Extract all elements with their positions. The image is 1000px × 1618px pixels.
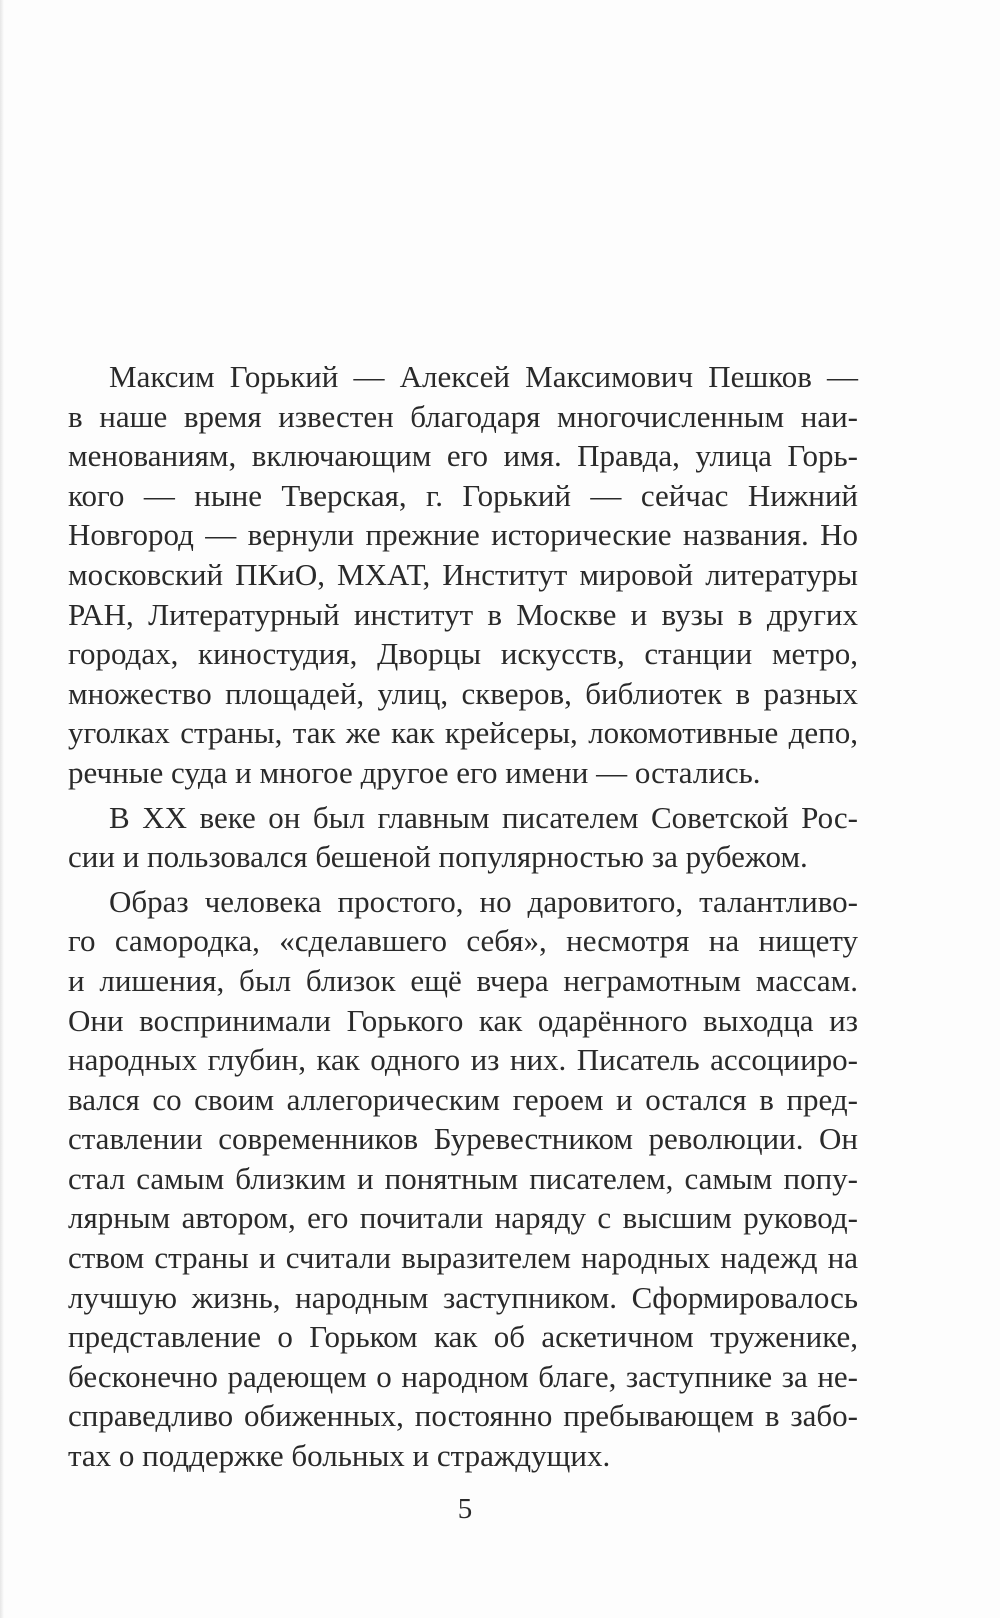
paragraph-1-line-3: менованиям, включающим его имя. Правда, улица Горь- <box>68 438 858 474</box>
paragraph-3-line-11: лучшую жизнь, народным заступником. Сформировалось <box>68 1279 858 1315</box>
paragraph-1-line-7: РАН, Литературный институт в Москве и вузы в других <box>68 596 858 632</box>
paragraph-3-line-5: народных глубин, как одного из них. Писатель ассоцииро- <box>68 1042 858 1078</box>
paragraph-1-line-2: в наше время известен благодаря многочисленным наи- <box>68 398 858 434</box>
paragraph-2-line-1: В XX веке он был главным писателем Советской Рос- <box>109 799 858 835</box>
paragraph-2-line-2: сии и пользовался бешеной популярностью за рубежом. <box>68 839 808 875</box>
paragraph-3-line-6: вался со своим аллегорическим героем и остался в пред- <box>68 1081 858 1117</box>
paragraph-3-line-15: тах о поддержке больных и страждущих. <box>68 1438 611 1474</box>
paragraph-3-line-2: го самородка, «сделавшего себя», несмотря на нищету <box>68 923 858 959</box>
paragraph-3-line-14: справедливо обиженных, постоянно пребывающем в забо- <box>68 1398 858 1434</box>
paragraph-3-line-12: представление о Горьком как об аскетичном труженике, <box>68 1319 858 1355</box>
page-edge-shadow <box>0 0 4 1618</box>
paragraph-3-line-4: Они воспринимали Горького как одарённого выходца из <box>68 1002 858 1038</box>
paragraph-1-line-10: уголках страны, так же как крейсеры, локомотивные депо, <box>68 715 858 751</box>
paragraph-1-line-5: Новгород — вернули прежние исторические названия. Но <box>68 517 858 553</box>
page-number: 5 <box>457 1493 473 1525</box>
paragraph-3-line-3: и лишения, был близок ещё вчера неграмотным массам. <box>68 962 858 998</box>
paragraph-1-line-11: речные суда и многое другое его имени — остались. <box>68 754 761 790</box>
paragraph-1-line-6: московский ПКиО, МХАТ, Институт мировой литературы <box>68 556 858 592</box>
paragraph-3-line-7: ставлении современников Буревестником революции. Он <box>68 1121 858 1157</box>
paragraph-1-line-4: кого — ныне Тверская, г. Горький — сейчас Нижний <box>68 477 858 513</box>
paragraph-3-line-10: ством страны и считали выразителем народных надежд на <box>68 1240 858 1276</box>
paragraph-1-line-8: городах, киностудия, Дворцы искусств, станции метро, <box>68 636 858 672</box>
body-text <box>68 357 858 1476</box>
paragraph-3-line-13: бесконечно радеющем о народном благе, заступнике за не- <box>68 1358 858 1394</box>
paragraph-3-line-9: лярным автором, его почитали наряду с высшим руковод- <box>68 1200 858 1236</box>
paragraph-3-line-8: стал самым близким и понятным писателем, самым попу- <box>68 1160 858 1196</box>
paragraph-1-line-1: Максим Горький — Алексей Максимович Пешков — <box>109 359 858 394</box>
paragraph-1-line-9: множество площадей, улиц, скверов, библиотек в разных <box>68 675 858 711</box>
paragraph-3-line-1: Образ человека простого, но даровитого, талантливо- <box>109 883 858 919</box>
